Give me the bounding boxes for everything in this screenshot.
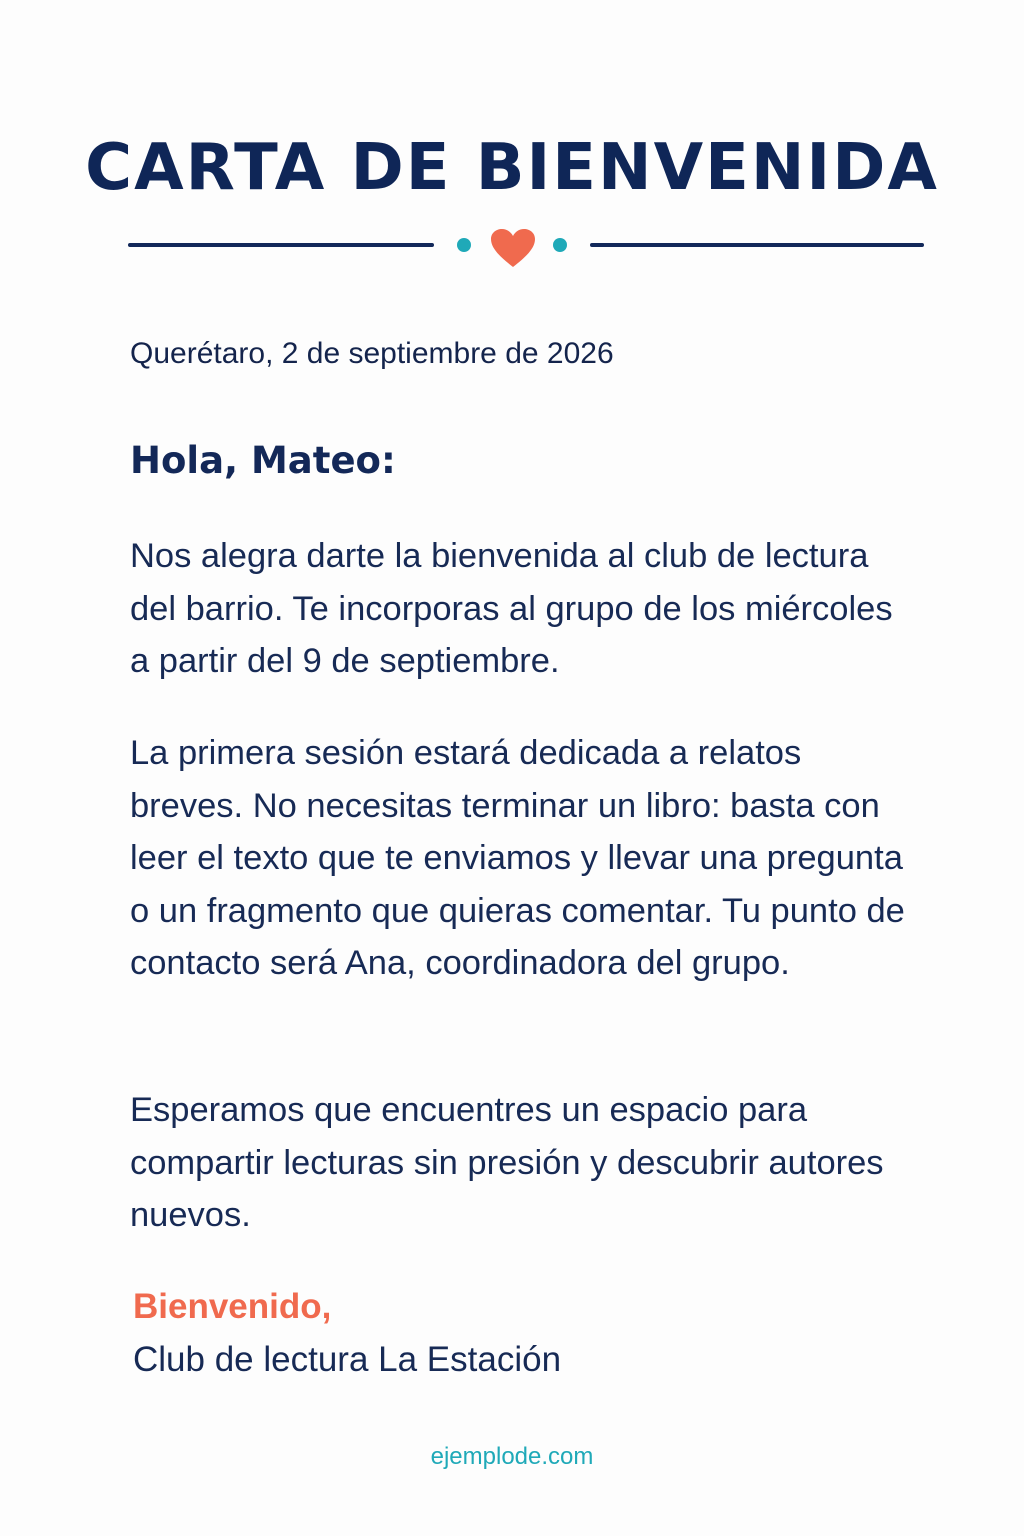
letter-paragraph: Nos alegra darte la bienvenida al club de lectura del barrio. Te incorporas al grupo de los miércoles a partir del 9 de septiembre. xyxy=(130,537,893,680)
letter-signature: Club de lectura La Estación xyxy=(133,1340,562,1379)
letter-paragraph: Esperamos que encuentres un espacio para compartir lecturas sin presión y descubrir autores nuevos. xyxy=(130,1091,884,1234)
letter-date: Querétaro, 2 de septiembre de 2026 xyxy=(130,337,614,370)
letter-title: CARTA DE BIENVENIDA xyxy=(85,131,939,205)
divider-dot-left xyxy=(457,238,471,252)
divider-line-left xyxy=(128,243,434,247)
letter-closing: Bienvenido, xyxy=(133,1287,332,1326)
letter-paragraph: La primera sesión estará dedicada a relatos breves. No necesitas terminar un libro: basta con leer el texto que te enviamos y llevar una pregunta o un fragmento que quieras comentar. Tu punto de contacto será Ana, coordinadora del grupo. xyxy=(130,734,905,982)
letter-greeting: Hola, Mateo: xyxy=(130,439,396,482)
footer-site-link[interactable]: ejemplode.com xyxy=(430,1443,594,1470)
heart-icon xyxy=(490,228,536,268)
divider-line-right xyxy=(590,243,924,247)
divider-dot-right xyxy=(553,238,567,252)
title-divider xyxy=(128,228,924,264)
